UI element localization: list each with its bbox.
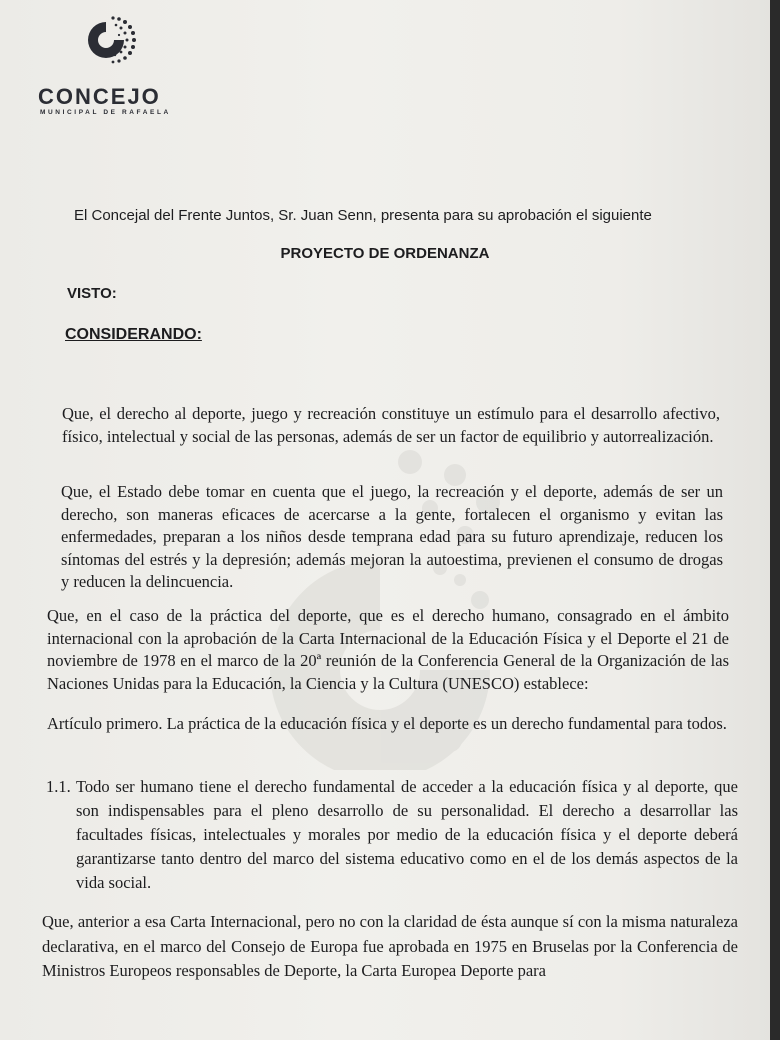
- logo-title: CONCEJO: [38, 84, 161, 109]
- list-item-text: Todo ser humano tiene el derecho fundamental de acceder a la educación física y al deporte, que son indispensables para el pleno desarrollo de su personalidad. El derecho a desarrollar las facultades físicas, intelectuales y morales por medio de la educación física y el deporte deberá garantizarse tanto dentro del marco del sistema educativo como en el de los demás aspectos de la vida social.: [76, 777, 738, 892]
- visto-heading: VISTO:: [67, 285, 117, 302]
- intro-text: El Concejal del Frente Juntos, Sr. Juan Senn, presenta para su aprobación el siguiente: [74, 207, 652, 224]
- logo-subtitle: MUNICIPAL DE RAFAELA: [40, 109, 171, 116]
- paragraph-5: Que, anterior a esa Carta Internacional, pero no con la claridad de ésta aunque sí con la misma naturaleza declarativa, en el marco del Consejo de Europa fue aprobada en 1975 en Bruselas por la Conferencia de Ministros Europeos responsables de Deporte, la Carta Europea Deporte para: [42, 912, 738, 980]
- list-item-number: 1.1.: [46, 777, 71, 796]
- paragraph-3: Que, en el caso de la práctica del deporte, que es el derecho humano, consagrado en el ámbito internacional con la aprobación de la Carta Internacional de la Educación Física y el Deporte el 21 de noviembre de 1978 en el marco de la 20ª reunión de la Conferencia General de la Organización de las Naciones Unidas para la Educación, la Ciencia y la Cultura (UNESCO) establece:: [47, 606, 729, 693]
- background-edge: [770, 0, 780, 1040]
- considerando-heading: CONSIDERANDO:: [65, 326, 202, 343]
- concejo-logo: [38, 14, 188, 116]
- concejo-logo-icon: [86, 14, 138, 66]
- paragraph-4: Artículo primero. La práctica de la educación física y el deporte es un derecho fundamental para todos.: [47, 714, 727, 733]
- document-title: PROYECTO DE ORDENANZA: [280, 245, 490, 262]
- paragraph-1: Que, el derecho al deporte, juego y recreación constituye un estímulo para el desarrollo afectivo, físico, intelectual y social de las personas, además de ser un factor de equilibrio y autorrealización.: [62, 404, 720, 446]
- paragraph-2: Que, el Estado debe tomar en cuenta que el juego, la recreación y el deporte, además de ser un derecho, son maneras eficaces de acercarse a la gente, fortalecen el organismo y evitan las enfermedades, preparan a los niños desde temprana edad para su futuro aprendizaje, reducen los síntomas del estrés y la depresión; además mejoran la autoestima, previenen el consumo de drogas y reducen la delincuencia.: [61, 482, 723, 591]
